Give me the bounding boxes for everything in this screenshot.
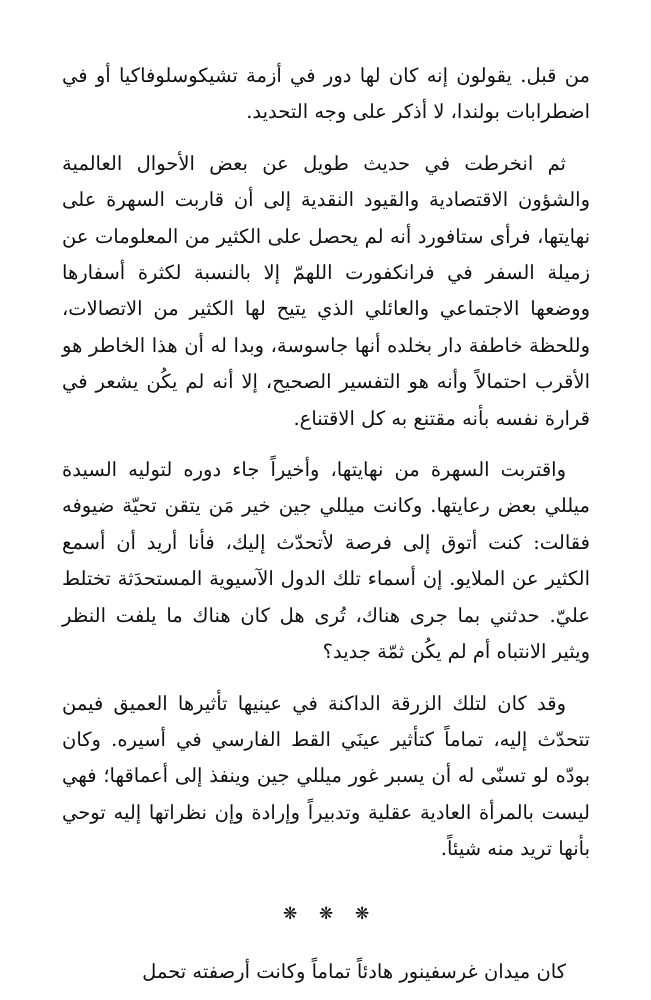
paragraph-conversation: ثم انخرطت في حديث طويل عن بعض الأحوال العالمية والشؤون الاقتصادية والقيود النقدية إلى أن قاربت السهرة على نهايتها، فرأى ستافورد أنه لم يحصل على الكثير من المعلومات عن زميلة السفر في فرانكفورت اللهمّ إلا بالنسبة لكثرة أسفارها ووضعها الاجتماعي والعائلي الذي يتيح لها الكثير من الاتصالات، وللحظة خاطفة دار بخلده أنها جاسوسة، وبدا له أن هذا الخاطر هو الأقرب احتمالاً وأنه هو التفسير الصحيح، إلا أنه لم يكُن يشعر في قرارة نفسه بأنه مقتنع به كل الاقتناع. xyxy=(62,151,590,430)
book-page xyxy=(62,58,590,990)
paragraph-milly-jean: واقتربت السهرة من نهايتها، وأخيراً جاء دوره لتوليه السيدة ميللي بعض رعايتها. وكانت ميللي جين خير مَن يتقن تحيّة ضيوفه فقالت: كنت أتوق إلى فرصة لأتحدّث إليك، فأنا أريد أن أسمع الكثير عن الملايو. إن أسماء تلك الدول الآسيوية المستحدَثة تختلط عليّ. حدثني بما جرى هناك، تُرى هل كان هناك ما يلفت النظر ويثير الانتباه أم لم يكُن ثمّة جديد؟ xyxy=(62,458,590,664)
section-separator xyxy=(62,902,590,926)
paragraph-new-section: كان ميدان غرسفينور هادئاً تماماً وكانت أرصفته تحمل xyxy=(142,959,566,983)
paragraph-continuation: من قبل. يقولون إنه كان لها دور في أزمة تشيكوسلوفاكيا أو في اضطرابات بولندا، لا أذكر على وجه التحديد. xyxy=(62,64,590,124)
asterism-icon: ❋ xyxy=(355,903,370,924)
asterism-icon: ❋ xyxy=(319,903,334,924)
paragraph-blue-eyes: وقد كان لتلك الزرقة الداكنة في عينيها تأثيرها العميق فيمن تتحدّث إليه، تماماً كتأثير عينَي القط الفارسي في أسيره. وكان بودّه لو تسنّى له أن يسبر غور ميللي جين وينفذ إلى أعماقها؛ فهي ليست بالمرأة العادية عقلية وتدبيراً وإرادة وإن نظراتها إليه توحي بأنها تريد منه شيئاً. xyxy=(62,691,590,861)
asterism-icon: ❋ xyxy=(283,903,298,924)
